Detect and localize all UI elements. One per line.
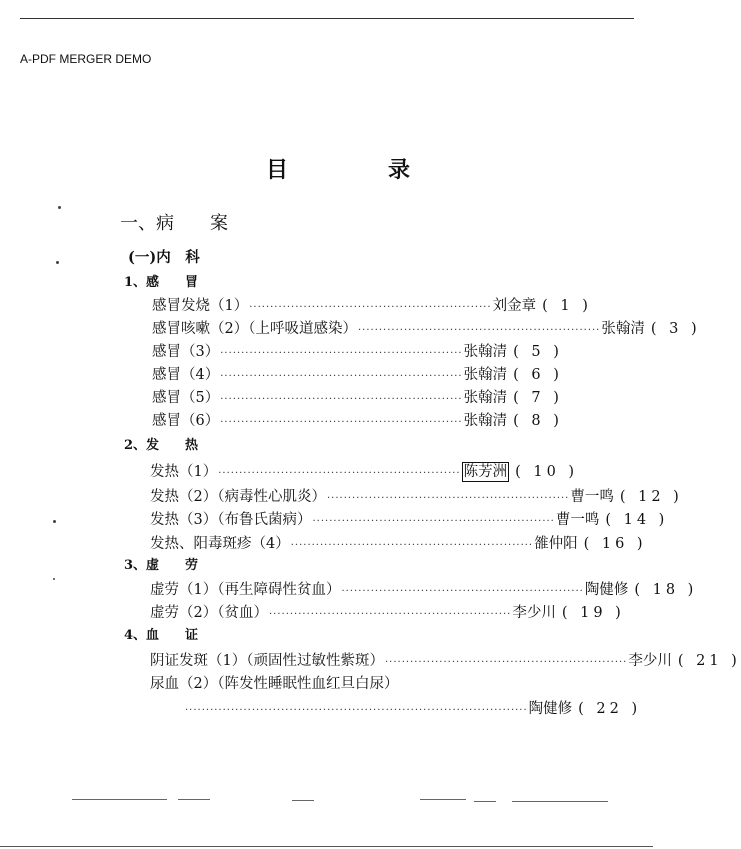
entry-title: 发热（3）（布鲁氏菌病） xyxy=(150,512,312,528)
entry-author: 曹一鸣 xyxy=(555,512,600,528)
entry-page: ( 19 ) xyxy=(561,605,625,621)
entry-title: 感冒咳嗽（2）（上呼吸道感染） xyxy=(152,321,357,337)
entry-author: 张翰清 xyxy=(463,344,508,360)
entry-author: 刘金章 xyxy=(492,298,537,314)
page-title-left: 目 xyxy=(266,157,289,183)
group-heading-consumptive: 3、虚 劳 xyxy=(124,558,199,573)
entry-author: 张翰清 xyxy=(463,367,508,383)
entry-author: 曹一鸣 xyxy=(570,489,614,505)
scan-speck xyxy=(53,520,56,523)
leader-dots: ·························································· xyxy=(220,417,463,428)
watermark: A-PDF MERGER DEMO xyxy=(20,52,152,66)
toc-entry[interactable] xyxy=(150,581,698,601)
scan-line xyxy=(292,800,314,801)
entry-page: ( 10 ) xyxy=(515,464,579,480)
entry-page: ( 18 ) xyxy=(634,582,698,598)
scan-speck xyxy=(58,206,61,209)
toc-entry[interactable] xyxy=(150,462,579,483)
entry-page: ( 12 ) xyxy=(619,489,683,505)
entry-title: 发热（1） xyxy=(150,464,218,480)
entry-page: ( 14 ) xyxy=(605,512,669,528)
toc-entry[interactable] xyxy=(152,320,701,340)
page-title xyxy=(266,153,411,184)
group-heading-fever: 2、发 热 xyxy=(124,438,199,453)
leader-dots: ·················································································· xyxy=(185,705,528,716)
scan-line xyxy=(474,801,496,802)
leader-dots: ·························································· xyxy=(384,657,628,668)
leader-dots: ·························································· xyxy=(268,609,512,620)
leader-dots: ·························································· xyxy=(220,394,463,405)
bottom-rule xyxy=(0,846,653,847)
entry-author: 张翰清 xyxy=(463,413,508,429)
leader-dots: ·························································· xyxy=(357,325,601,336)
toc-entry[interactable] xyxy=(152,343,563,363)
entry-title-long: 尿血（2）（阵发性睡眠性血红旦白尿） xyxy=(150,676,399,692)
leader-dots: ·························································· xyxy=(290,540,534,551)
toc-entry[interactable] xyxy=(150,652,741,672)
section-heading: 一、病 案 xyxy=(120,213,228,234)
entry-page: ( 3 ) xyxy=(650,321,701,337)
leader-dots: ·························································· xyxy=(249,302,492,313)
group-heading-blood: 4、血 证 xyxy=(124,628,199,643)
entry-author: 陶健修 xyxy=(528,701,573,717)
group-heading-cold: 1、感 冒 xyxy=(124,275,199,290)
toc-entry[interactable] xyxy=(152,389,563,409)
toc-entry[interactable] xyxy=(152,412,563,432)
scan-line xyxy=(178,799,210,800)
scan-line xyxy=(512,801,608,802)
entry-author: 雒仲阳 xyxy=(534,536,578,552)
leader-dots: ·························································· xyxy=(312,516,555,527)
entry-title: 虚劳（1）（再生障碍性贫血） xyxy=(150,582,341,598)
entry-page: ( 22 ) xyxy=(578,701,642,717)
entry-author: 陶健修 xyxy=(584,582,629,598)
entry-page: ( 8 ) xyxy=(513,413,563,429)
entry-page: ( 5 ) xyxy=(513,344,563,360)
entry-page: ( 1 ) xyxy=(542,298,592,314)
entry-author: 张翰清 xyxy=(463,390,508,406)
toc-entry[interactable] xyxy=(150,604,625,624)
toc-entry[interactable] xyxy=(152,366,563,386)
leader-dots: ·························································· xyxy=(220,348,463,359)
entry-title: 感冒（4） xyxy=(152,367,220,383)
entry-author: 李少川 xyxy=(512,605,556,621)
entry-page: ( 7 ) xyxy=(513,390,563,406)
toc-entry[interactable] xyxy=(150,488,683,508)
scan-line xyxy=(72,799,167,800)
entry-title: 发热（2）（病毒性心肌炎） xyxy=(150,489,326,505)
entry-title: 虚劳（2）（贫血） xyxy=(150,605,268,621)
entry-title: 感冒发烧（1） xyxy=(152,298,249,314)
entry-title: 感冒（3） xyxy=(152,344,220,360)
toc-entry-continued[interactable] xyxy=(184,700,642,720)
entry-page: ( 16 ) xyxy=(583,536,647,552)
leader-dots: ·························································· xyxy=(326,493,570,504)
scan-speck xyxy=(56,261,59,264)
leader-dots: ·························································· xyxy=(218,468,461,479)
scan-speck xyxy=(53,578,55,580)
entry-page: ( 6 ) xyxy=(513,367,563,383)
subsection-heading: (一)内 科 xyxy=(128,249,200,266)
entry-page: ( 21 ) xyxy=(677,653,741,669)
top-rule xyxy=(20,18,634,19)
entry-title: 感冒（6） xyxy=(152,413,220,429)
toc-entry[interactable] xyxy=(150,511,669,531)
page-title-right: 录 xyxy=(388,157,411,183)
entry-author-highlighted: 陈芳洲 xyxy=(463,464,508,480)
entry-title: 感冒（5） xyxy=(152,390,220,406)
entry-title: 发热、阳毒斑疹（4） xyxy=(150,536,290,552)
entry-author: 李少川 xyxy=(628,653,672,669)
toc-entry[interactable] xyxy=(150,535,647,555)
entry-author: 张翰清 xyxy=(601,321,645,337)
scan-line xyxy=(420,799,466,800)
toc-entry[interactable] xyxy=(152,297,592,317)
leader-dots: ·························································· xyxy=(220,371,463,382)
entry-title: 阴证发斑（1）（顽固性过敏性紫斑） xyxy=(150,653,384,669)
leader-dots: ·························································· xyxy=(341,586,584,597)
